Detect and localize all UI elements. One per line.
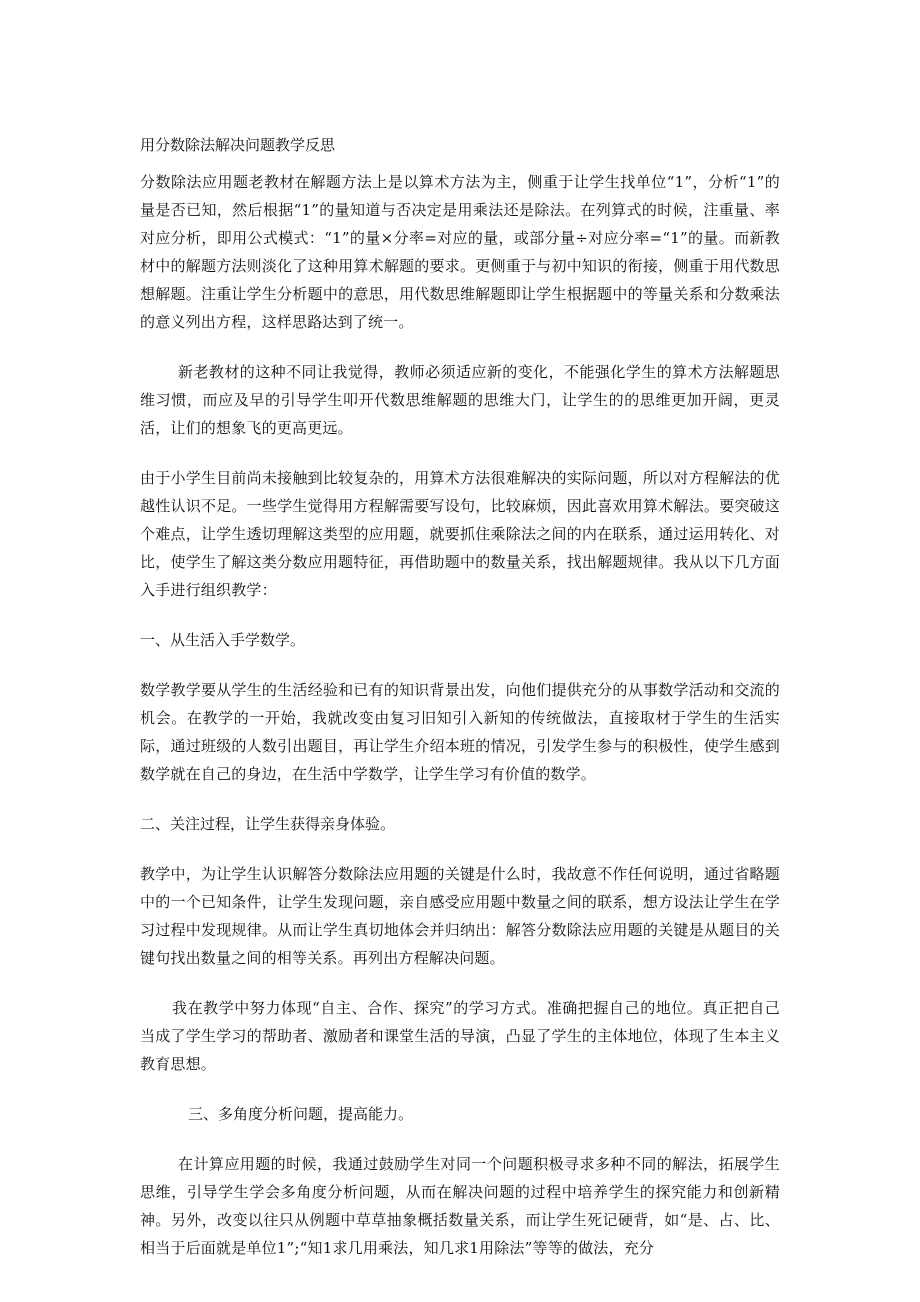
- paragraph-4: 数学教学要从学生的生活经验和已有的知识背景出发，向他们提供充分的从事数学活动和交流的机会。在教学的一开始，我就改变由复习旧知引入新知的传统做法，直接取材于学生的生活实际，通过班级的人数引出题目，再让学生介绍本班的情况，引发学生参与的积极性，使学生感到数学就在自己的身边，在生活中学数学，让学生学习有价值的数学。: [140, 681, 780, 783]
- document-body: [140, 128, 780, 1284]
- paragraph-1: 分数除法应用题老教材在解题方法上是以算术方法为主，侧重于让学生找单位“1”，分析“1”的量是否已知，然后根据“1”的量知道与否决定是用乘法还是除法。在列算式的时候，注重量、率对应分析，即用公式模式：“1”的量×分率=对应的量，或部分量÷对应分率=“1”的量。而新教材中的解题方法则淡化了这种用算术解题的要求。更侧重于与初中知识的衔接，侧重于用代数思想解题。注重让学生分析题中的意思，用代数思维解题即让学生根据题中的等量关系和分数乘法的意义列出方程，这样思路达到了统一。: [140, 173, 780, 331]
- section-heading-1: 一、从生活入手学数学。: [140, 631, 306, 649]
- document-title: 用分数除法解决问题教学反思: [140, 136, 336, 154]
- section-heading-2: 二、关注过程，让学生获得亲身体验。: [140, 815, 396, 833]
- paragraph-2: 新老教材的这种不同让我觉得，教师必须适应新的变化，不能强化学生的算术方法解题思维习惯，而应及早的引导学生叩开代数思维解题的思维大门，让学生的的思维更加开阔，更灵活，让们的想象飞的更高更远。: [140, 363, 780, 437]
- paragraph-7: 在计算应用题的时候，我通过鼓励学生对同一个问题积极寻求多种不同的解法，拓展学生思维，引导学生学会多角度分析问题，从而在解决问题的过程中培养学生的探究能力和创新精神。另外，改变以往只从例题中草草抽象概括数量关系，而让学生死记硬背，如“是、占、比、相当于后面就是单位1”;“知1求几用乘法，知几求1用除法”等等的做法，充分: [140, 1155, 780, 1257]
- paragraph-5: 教学中，为让学生认识解答分数除法应用题的关键是什么时，我故意不作任何说明，通过省略题中的一个已知条件，让学生发现问题，亲自感受应用题中数量之间的联系，想方设法让学生在学习过程中发现规律。从而让学生真切地体会并归纳出：解答分数除法应用题的关键是从题目的关键句找出数量之间的相等关系。再列出方程解决问题。: [140, 865, 780, 967]
- section-heading-3: 三、多角度分析问题，提高能力。: [188, 1105, 414, 1123]
- paragraph-6: 我在教学中努力体现“自主、合作、探究”的学习方式。准确把握自己的地位。真正把自己当成了学生学习的帮助者、激励者和课堂生活的导演，凸显了学生的主体地位，体现了生本主义教育思想。: [140, 999, 780, 1073]
- paragraph-3: 由于小学生目前尚未接触到比较复杂的，用算术方法很难解决的实际问题，所以对方程解法的优越性认识不足。一些学生觉得用方程解需要写设句，比较麻烦，因此喜欢用算术解法。要突破这个难点，让学生透切理解这类型的应用题，就要抓住乘除法之间的内在联系，通过运用转化、对比，使学生了解这类分数应用题特征，再借助题中的数量关系，找出解题规律。我从以下几方面入手进行组织教学：: [140, 469, 780, 599]
